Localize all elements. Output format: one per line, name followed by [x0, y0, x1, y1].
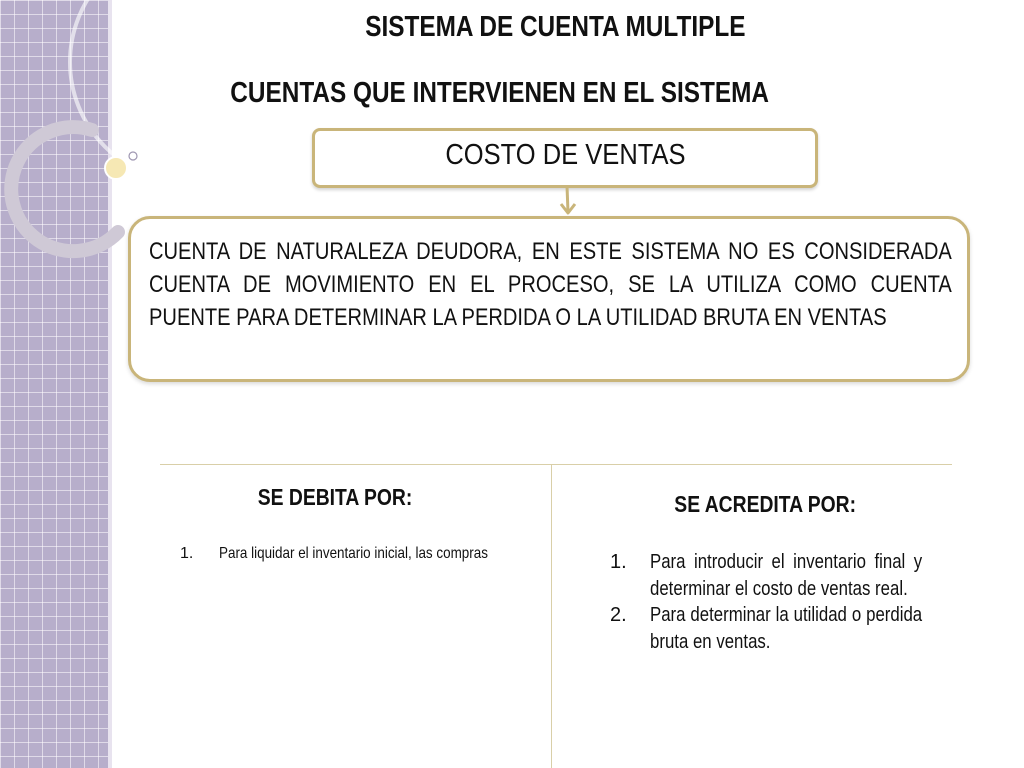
- decorative-grid-strip: [0, 0, 112, 768]
- slide-title: SISTEMA DE CUENTA MULTIPLE: [364, 11, 746, 43]
- debit-heading: SE DEBITA POR:: [257, 484, 413, 510]
- description-box: [128, 216, 970, 382]
- arrow-down-icon: [558, 186, 578, 218]
- account-description: CUENTA DE NATURALEZA DEUDORA, EN ESTE SISTEMA NO ES CONSIDERADA CUENTA DE MOVIMIENTO EN EL PROCESO, SE LA UTILIZA COMO CUENTA PUENTE PARA DETERMINAR LA PERDIDA O LA UTILIDAD BRUTA EN VENTAS: [149, 238, 952, 331]
- list-item-text: Para determinar la utilidad o perdida bruta en ventas.: [650, 604, 923, 653]
- account-name-box: [312, 128, 818, 188]
- list-item: [610, 602, 922, 655]
- slide-subtitle: CUENTAS QUE INTERVIENEN EN EL SISTEMA: [230, 77, 770, 109]
- table-divider-horizontal: [160, 464, 952, 465]
- list-item-number: 1.: [610, 551, 627, 573]
- list-item-number: 1.: [180, 545, 194, 562]
- list-item: [610, 549, 922, 602]
- list-item-text: Para liquidar el inventario inicial, las compras: [219, 545, 488, 562]
- account-name: COSTO DE VENTAS: [444, 138, 686, 171]
- table-divider-vertical: [551, 465, 552, 768]
- list-item-text: Para introducir el inventario final y determinar el costo de ventas real.: [650, 551, 923, 600]
- credit-heading: SE ACREDITA POR:: [674, 491, 856, 517]
- credit-list: [610, 549, 922, 655]
- list-item-number: 2.: [610, 604, 627, 626]
